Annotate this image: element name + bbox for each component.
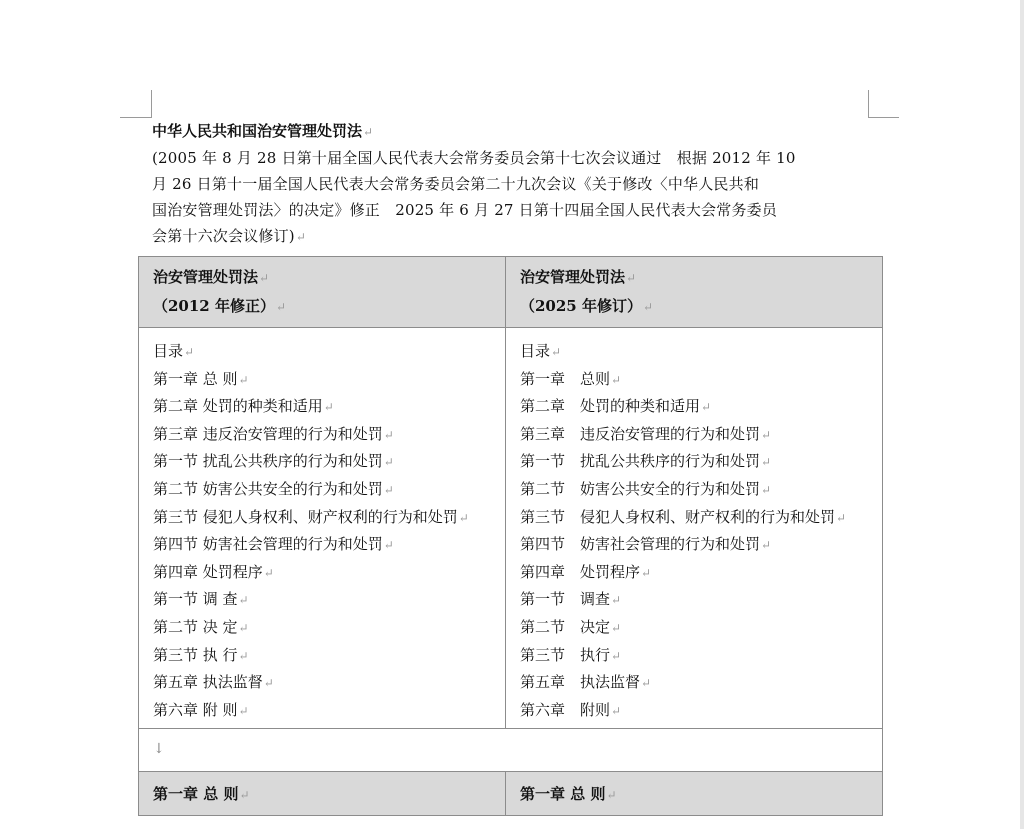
right-chapter-title: 第一章 总 则 [520,785,606,804]
paragraph-mark: ↵ [383,538,394,553]
paragraph-mark: ↵ [626,271,637,285]
comparison-table[interactable] [138,256,883,816]
paragraph-mark: ↵ [259,271,270,285]
paragraph-mark: ↵ [551,345,562,359]
crop-mark-top-left [120,90,152,118]
paragraph-mark: ↵ [606,788,617,803]
crop-mark-top-right [868,90,899,118]
blank-row [139,729,883,772]
document-intro [152,145,880,250]
toc-entry: 第六章 附则 [520,700,611,719]
paragraph-mark: ↵ [641,565,652,580]
toc-entry: 第二节 妨害公共安全的行为和处罚 [153,479,383,498]
toc-line [520,448,870,476]
intro-line: 月 26 日第十一届全国人民代表大会常务委员会第二十九次会议《关于修改〈中华人民共和 [152,175,760,193]
toc-line [520,504,870,532]
paragraph-mark: ↵ [295,230,307,244]
paragraph-mark: ↵ [263,676,274,691]
toc-entry: 第一章 总 则 [153,369,238,388]
toc-entry: 第三章 违反治安管理的行为和处罚 [153,424,383,443]
left-toc-cell[interactable] [139,328,506,729]
paragraph-mark: ↵ [611,593,622,608]
toc-entry: 第四章 处罚程序 [520,562,641,581]
intro-line: 国治安管理处罚法〉的决定》修正 2025 年 6 月 27 日第十四届全国人民代表大会常务委员 [152,201,778,219]
toc-line [520,476,870,504]
toc-line [520,669,870,697]
toc-entry: 第三节 侵犯人身权利、财产权利的行为和处罚 [520,507,836,526]
paragraph-mark: ↵ [238,648,249,663]
paragraph-mark: ↵ [238,703,249,718]
toc-line [520,614,870,642]
toc-line [153,669,493,697]
toc-entry: 目录 [520,342,551,360]
toc-entry: 第一章 总则 [520,369,611,388]
toc-entry: 第二节 妨害公共安全的行为和处罚 [520,479,761,498]
paragraph-mark: ↵ [761,427,772,442]
toc-line [520,559,870,587]
toc-entry: 第五章 执法监督 [153,673,263,692]
toc-line [153,642,493,670]
toc-line [520,421,870,449]
document-title: 中华人民共和国治安管理处罚法↵ [152,122,374,140]
toc-entry: 第四节 妨害社会管理的行为和处罚 [153,535,383,554]
paragraph-mark: ↵ [701,400,712,415]
toc-entry: 第二章 处罚的种类和适用 [153,397,323,416]
blank-cell[interactable] [139,729,883,772]
toc-entry: 第三章 违反治安管理的行为和处罚 [520,424,761,443]
right-toc-cell[interactable] [506,328,883,729]
toc-entry: 目录 [153,342,184,360]
toc-line [153,559,493,587]
left-header-title: 治安管理处罚法 [153,268,259,286]
toc-entry: 第一节 调 查 [153,590,238,609]
paragraph-mark: ↵ [611,703,622,718]
toc-line [520,642,870,670]
intro-line: 会第十六次会议修订) [152,227,295,245]
paragraph-mark: ↵ [611,372,622,387]
scrollbar-edge[interactable] [1020,0,1024,829]
toc-entry: 第二节 决定 [520,617,611,636]
left-header-subtitle: （2012 年修正） [153,297,275,315]
paragraph-mark: ↵ [383,482,394,497]
paragraph-mark: ↵ [363,125,374,139]
toc-entry: 第五章 执法监督 [520,673,641,692]
toc-line [153,393,493,421]
toc-entry: 第二章 处罚的种类和适用 [520,397,701,416]
paragraph-mark: ↵ [238,620,249,635]
table-header-row [139,257,883,328]
toc-line [153,614,493,642]
toc-line [153,476,493,504]
line-break-mark: ↓ [153,741,165,758]
toc-entry: 第一节 调查 [520,590,611,609]
toc-line [520,586,870,614]
chapter-row [139,772,883,816]
toc-entry: 第一节 扰乱公共秩序的行为和处罚 [520,452,761,471]
toc-line [153,421,493,449]
paragraph-mark: ↵ [611,620,622,635]
paragraph-mark: ↵ [238,593,249,608]
right-chapter-cell[interactable] [506,772,883,816]
toc-row [139,328,883,729]
toc-line [153,697,493,725]
document-body[interactable] [152,118,880,250]
toc-line [153,448,493,476]
toc-entry: 第四章 处罚程序 [153,562,263,581]
paragraph-mark: ↵ [238,372,249,387]
paragraph-mark: ↵ [383,427,394,442]
paragraph-mark: ↵ [458,510,469,525]
toc-entry: 第一节 扰乱公共秩序的行为和处罚 [153,452,383,471]
right-header-cell[interactable] [506,257,883,328]
right-header-subtitle: （2025 年修订） [520,297,642,315]
toc-line [153,338,493,366]
left-chapter-cell[interactable] [139,772,506,816]
paragraph-mark: ↵ [836,510,847,525]
paragraph-mark: ↵ [761,482,772,497]
toc-entry: 第四节 妨害社会管理的行为和处罚 [520,535,761,554]
toc-entry: 第六章 附 则 [153,700,238,719]
toc-line [153,504,493,532]
paragraph-mark: ↵ [642,300,654,314]
toc-entry: 第三节 侵犯人身权利、财产权利的行为和处罚 [153,507,458,526]
paragraph-mark: ↵ [383,455,394,470]
left-chapter-title: 第一章 总 则 [153,785,239,804]
toc-line [520,338,870,366]
toc-line [153,366,493,394]
toc-entry: 第三节 执 行 [153,645,238,664]
left-header-cell[interactable] [139,257,506,328]
paragraph-mark: ↵ [275,300,287,314]
toc-line [153,586,493,614]
toc-line [153,531,493,559]
paragraph-mark: ↵ [184,345,195,359]
paragraph-mark: ↵ [641,676,652,691]
toc-entry: 第三节 执行 [520,645,611,664]
paragraph-mark: ↵ [611,648,622,663]
toc-entry: 第二节 决 定 [153,617,238,636]
intro-line: (2005 年 8 月 28 日第十届全国人民代表大会常务委员会第十七次会议通过 根据 2012 年 10 [152,149,796,167]
toc-line [520,697,870,725]
paragraph-mark: ↵ [263,565,274,580]
paragraph-mark: ↵ [239,788,250,803]
paragraph-mark: ↵ [761,455,772,470]
toc-line [520,531,870,559]
toc-line [520,393,870,421]
right-header-title: 治安管理处罚法 [520,268,626,286]
paragraph-mark: ↵ [761,538,772,553]
paragraph-mark: ↵ [323,400,334,415]
toc-line [520,366,870,394]
